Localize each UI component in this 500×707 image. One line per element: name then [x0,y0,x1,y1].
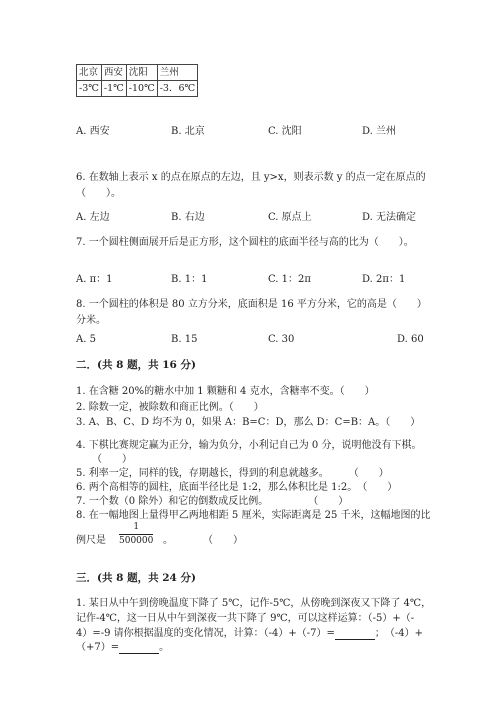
q8-option-c[interactable]: C. 30 [268,334,295,345]
q6-text-line2: （ ）。 [76,188,121,199]
judge-item-8-prefix: 例尺是 [76,535,106,546]
q6-option-c[interactable]: C. 原点上 [268,212,312,223]
judge-item-7: 7. 一个数（0 除外）和它的倒数成反比例。 （ ） [76,496,349,507]
q7-option-d[interactable]: D. 2π：1 [362,274,406,285]
q6-option-b[interactable]: B. 右边 [171,212,205,223]
answer-blank-1[interactable] [335,628,375,640]
table-cell: 沈阳 [126,65,157,81]
scale-fraction [119,522,153,547]
section3-heading: 三．(共 8 题，共 24 分) [76,572,196,584]
fraction-bar [119,534,153,535]
judge-item-4: 4. 下棋比赛规定赢为正分，输为负分，小利记自己为 0 分，说明他没有下棋。 [76,440,422,451]
judge-item-8-suffix: 。 （ ） [163,535,243,546]
q8-option-b[interactable]: B. 15 [171,334,198,345]
table-cell: -3．6℃ [157,81,197,97]
fraction-denominator: 500000 [119,536,154,546]
q8-text-line1: 8. 一个圆柱的体积是 80 立方分米，底面积是 16 平方分米，它的高是（ ） [76,299,427,310]
judge-item-8: 8. 在一幅地图上量得甲乙两地相距 5 厘米，实际距离是 25 千米，这幅地图的比 [76,510,431,521]
q5-option-c[interactable]: C. 沈阳 [268,126,302,137]
q7-text: 7. 一个圆柱侧面展开后是正方形，这个圆柱的底面半径与高的比为（ ）。 [76,237,414,248]
table-cell: -1℃ [101,81,126,97]
table-cell: -3℃ [77,81,102,97]
q5-option-a[interactable]: A. 西安 [76,126,110,137]
fraction-numerator: 1 [133,522,140,532]
section2-heading: 二．(共 8 题，共 16 分) [76,359,196,371]
table-cell: -10℃ [126,81,157,97]
fill-q1-line3-text: 4）=-9 请你根据温度的变化情况，计算：（-4）+（-7）= [76,628,335,639]
fill-q1-line4-text: （+7）= [76,642,120,653]
fill-q1-line4 [76,638,169,654]
judge-item-4-answer: （ ） [92,454,132,465]
q8-option-a[interactable]: A. 5 [76,334,96,345]
q5-option-d[interactable]: D. 兰州 [362,126,397,137]
judge-item-3: 3. A、B、C、D 均不为 0，如果 A：B=C：D，那么 D：C=B：A。（ ） [76,417,421,428]
q6-option-a[interactable]: A. 左边 [76,212,110,223]
judge-item-5: 5. 利率一定，同样的钱，存期越长，得到的利息就越多。 （ ） [76,468,389,479]
table-row [77,81,198,97]
q7-option-a[interactable]: A. π：1 [76,274,113,285]
answer-blank-2[interactable] [119,642,159,654]
judge-item-6: 6. 两个高相等的圆柱，底面半径比是 1:2，那么体积比是 1:2。 （ ） [76,482,398,493]
table-cell: 西安 [101,65,126,81]
city-temperature-table [76,64,198,97]
q5-option-b[interactable]: B. 北京 [171,126,205,137]
fill-q1-line4-tail: 。 [159,642,170,653]
fill-q1-line2: 记作-4℃，这一日从中午到深夜一共下降了 9℃，可以这样运算：（-5）+（- [76,613,415,624]
fill-q1-line1: 1. 某日从中午到傍晚温度下降了 5℃，记作-5℃，从傍晚到深夜又下降了 4℃， [76,598,432,609]
q8-text-line2: 分米。 [76,315,106,326]
judge-item-1: 1. 在含糖 20%的糖水中加 1 颗糖和 4 克水，含糖率不变。（ ） [76,386,375,397]
fill-q1-line3-tail: ； （-4）+ [374,628,424,639]
table-cell: 北京 [77,65,102,81]
q8-option-d[interactable]: D. 60 [397,334,424,345]
table-row [77,65,198,81]
table-cell: 兰州 [157,65,197,81]
q7-option-b[interactable]: B. 1：1 [171,274,208,285]
q6-option-d[interactable]: D. 无法确定 [362,212,417,223]
q7-option-c[interactable]: C. 1：2π [268,274,311,285]
judge-item-2: 2. 除数一定，被除数和商正比例。（ ） [76,402,264,413]
q6-text-line1: 6. 在数轴上表示 x 的点在原点的左边，且 y>x，则表示数 y 的点一定在原点的 [76,172,426,183]
